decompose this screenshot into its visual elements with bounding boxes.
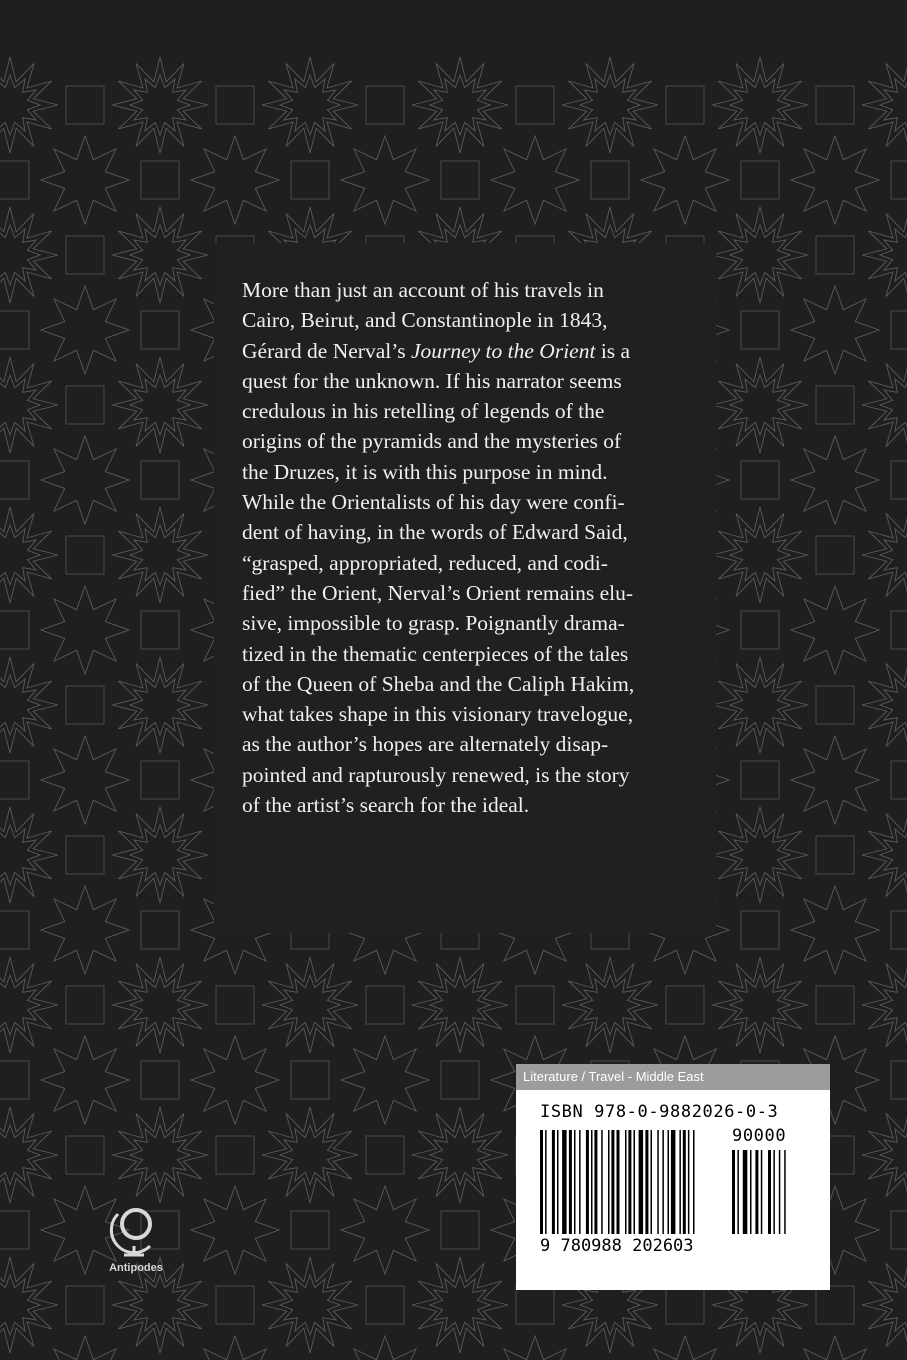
- pattern-star: [712, 57, 808, 153]
- pattern-star: [0, 375, 40, 435]
- pattern-star: [862, 657, 907, 753]
- pattern-star: [0, 507, 58, 603]
- barcode-bar: [628, 1130, 631, 1234]
- blurb-line-end: is a: [595, 338, 631, 363]
- pattern-star: [0, 1125, 40, 1185]
- barcode-bar: [552, 1130, 555, 1234]
- pattern-square: [816, 836, 854, 874]
- pattern-square: [291, 1061, 329, 1099]
- pattern-square: [66, 386, 104, 424]
- pattern-star: [130, 675, 190, 735]
- pattern-star: [791, 736, 879, 824]
- pattern-square: [0, 611, 29, 649]
- pattern-star: [862, 357, 907, 453]
- pattern-square: [666, 986, 704, 1024]
- barcode-bar: [625, 1130, 627, 1234]
- barcode-bar: [688, 1130, 690, 1234]
- pattern-star: [112, 357, 208, 453]
- pattern-square: [441, 1061, 479, 1099]
- book-title-italic: Journey to the Orient: [410, 338, 596, 363]
- barcode-bar: [540, 1130, 543, 1234]
- pattern-star: [41, 736, 129, 824]
- pattern-square: [141, 311, 179, 349]
- pattern-square: [0, 461, 29, 499]
- barcode-bar: [557, 1130, 559, 1234]
- pattern-square: [741, 911, 779, 949]
- pattern-square: [216, 1286, 254, 1324]
- pattern-square: [66, 1286, 104, 1324]
- pattern-star: [41, 886, 129, 974]
- pattern-square: [516, 1286, 554, 1324]
- addon-bar: [737, 1150, 739, 1234]
- pattern-star: [341, 1036, 429, 1124]
- pattern-star: [562, 957, 658, 1053]
- barcode-bar: [693, 1130, 695, 1234]
- barcode-bar: [586, 1130, 589, 1234]
- barcode-bar: [651, 1130, 653, 1234]
- pattern-square: [141, 761, 179, 799]
- pattern-star: [0, 1257, 58, 1353]
- blurb-line: “grasped, appropriated, reduced, and codi-: [242, 550, 608, 575]
- blurb-line: what takes shape in this visionary travelogue,: [242, 702, 634, 727]
- pattern-star: [712, 507, 808, 603]
- pattern-square: [0, 761, 29, 799]
- pattern-square: [441, 1211, 479, 1249]
- pattern-star: [191, 1036, 279, 1124]
- pattern-star: [280, 1275, 340, 1335]
- pattern-star: [562, 57, 658, 153]
- pattern-square: [0, 161, 29, 199]
- barcode-bar: [601, 1130, 603, 1234]
- pattern-star: [0, 975, 40, 1035]
- pattern-square: [366, 1286, 404, 1324]
- pattern-star: [430, 1125, 490, 1185]
- pattern-star: [880, 975, 907, 1035]
- pattern-square: [591, 161, 629, 199]
- blurb-line: [242, 336, 716, 366]
- blurb-line: of the artist’s search for the ideal.: [242, 793, 530, 818]
- blurb-line: as the author’s hopes are alternately disap-: [242, 732, 609, 757]
- barcode-digits: 9 780988 202603: [540, 1236, 694, 1256]
- barcode-bar: [574, 1130, 576, 1234]
- barcode-bar: [594, 1130, 597, 1234]
- pattern-star: [880, 525, 907, 585]
- pattern-star: [112, 807, 208, 903]
- pattern-square: [366, 1136, 404, 1174]
- blurb-line: the Druzes, it is with this purpose in mind.: [242, 459, 608, 484]
- barcode-bar: [683, 1130, 686, 1234]
- pattern-star: [862, 1107, 907, 1203]
- barcode-bar: [671, 1130, 676, 1234]
- pattern-star: [130, 825, 190, 885]
- blurb-line: More than just an account of his travels in: [242, 278, 604, 302]
- pattern-star: [0, 57, 58, 153]
- blurb-line: of the Queen of Sheba and the Caliph Hakim,: [242, 671, 635, 696]
- pattern-star: [41, 586, 129, 674]
- pattern-square: [666, 86, 704, 124]
- barcode-bar: [611, 1130, 614, 1234]
- addon-bar: [732, 1150, 735, 1234]
- pattern-square: [816, 1286, 854, 1324]
- pattern-star: [41, 136, 129, 224]
- pattern-star: [430, 1275, 490, 1335]
- category-label: Literature / Travel - Middle East: [516, 1064, 830, 1090]
- pattern-star: [130, 1125, 190, 1185]
- pattern-star: [730, 75, 790, 135]
- pattern-star: [341, 1186, 429, 1274]
- barcode-bar: [569, 1130, 572, 1234]
- pattern-square: [741, 161, 779, 199]
- pattern-square: [141, 611, 179, 649]
- pattern-star: [730, 975, 790, 1035]
- pattern-square: [0, 311, 29, 349]
- pattern-square: [816, 686, 854, 724]
- pattern-star: [880, 75, 907, 135]
- addon-bar: [743, 1150, 748, 1234]
- pattern-star: [112, 57, 208, 153]
- barcode-bar: [634, 1130, 636, 1234]
- pattern-square: [816, 236, 854, 274]
- pattern-star: [0, 675, 40, 735]
- pattern-star: [130, 375, 190, 435]
- blurb-line: fied” the Orient, Nerval’s Orient remains elu-: [242, 580, 634, 605]
- blurb-panel: [214, 243, 716, 933]
- barcode-bars: [516, 1064, 830, 1290]
- pattern-star: [112, 1107, 208, 1203]
- pattern-square: [891, 161, 907, 199]
- pattern-star: [430, 975, 490, 1035]
- addon-bar: [755, 1150, 758, 1234]
- barcode-bar: [579, 1130, 581, 1234]
- pattern-star: [280, 975, 340, 1035]
- pattern-square: [741, 611, 779, 649]
- pattern-square: [66, 536, 104, 574]
- pattern-star: [712, 207, 808, 303]
- blurb-line: tized in the thematic centerpieces of the tales: [242, 641, 629, 666]
- pattern-square: [816, 986, 854, 1024]
- pattern-square: [66, 986, 104, 1024]
- pattern-square: [441, 161, 479, 199]
- publisher-name: Antipodes: [109, 1262, 163, 1274]
- pattern-star: [430, 75, 490, 135]
- pattern-star: [730, 225, 790, 285]
- barcode-bar: [608, 1130, 610, 1234]
- barcode-block: [516, 1064, 830, 1290]
- barcode-bar: [545, 1130, 547, 1234]
- pattern-star: [41, 436, 129, 524]
- barcode-bar: [645, 1130, 648, 1234]
- pattern-star: [191, 1186, 279, 1274]
- blurb-line: credulous in his retelling of legends of the: [242, 399, 605, 424]
- pattern-square: [216, 1136, 254, 1174]
- pattern-star: [580, 975, 640, 1035]
- barcode-bar: [562, 1130, 567, 1234]
- pattern-star: [41, 1036, 129, 1124]
- pattern-star: [112, 657, 208, 753]
- barcode-bar: [657, 1130, 659, 1234]
- pattern-star: [0, 357, 58, 453]
- addon-bar: [784, 1150, 786, 1234]
- pattern-square: [291, 161, 329, 199]
- pattern-star: [0, 75, 40, 135]
- pattern-square: [366, 86, 404, 124]
- blurb-line: While the Orientalists of his day were confi-: [242, 490, 625, 515]
- pattern-star: [712, 357, 808, 453]
- price-code: 90000: [732, 1126, 787, 1146]
- pattern-square: [816, 386, 854, 424]
- blurb-line: Cairo, Beirut, and Constantinople in 1843,: [242, 308, 608, 333]
- pattern-star: [130, 225, 190, 285]
- pattern-star: [262, 57, 358, 153]
- pattern-square: [516, 86, 554, 124]
- barcode-bar: [668, 1130, 670, 1234]
- barcode-bar: [679, 1130, 681, 1234]
- blurb-line-start: Gérard de Nerval’s: [242, 338, 411, 363]
- pattern-square: [216, 986, 254, 1024]
- pattern-star: [262, 1257, 358, 1353]
- pattern-square: [891, 1211, 907, 1249]
- pattern-square: [741, 311, 779, 349]
- pattern-star: [0, 225, 40, 285]
- pattern-star: [41, 1336, 129, 1360]
- pattern-star: [862, 57, 907, 153]
- pattern-star: [791, 886, 879, 974]
- addon-bar: [768, 1150, 771, 1234]
- pattern-star: [791, 436, 879, 524]
- addon-bar: [779, 1150, 781, 1234]
- pattern-star: [491, 1336, 579, 1360]
- pattern-star: [0, 957, 58, 1053]
- pattern-square: [366, 986, 404, 1024]
- pattern-star: [880, 675, 907, 735]
- pattern-star: [491, 136, 579, 224]
- pattern-star: [280, 75, 340, 135]
- pattern-star: [791, 136, 879, 224]
- pattern-square: [66, 686, 104, 724]
- pattern-square: [516, 986, 554, 1024]
- pattern-star: [112, 207, 208, 303]
- pattern-square: [66, 836, 104, 874]
- pattern-square: [741, 461, 779, 499]
- pattern-star: [112, 507, 208, 603]
- pattern-star: [341, 1336, 429, 1360]
- pattern-square: [0, 1061, 29, 1099]
- pattern-star: [0, 1275, 40, 1335]
- pattern-star: [412, 57, 508, 153]
- pattern-square: [141, 911, 179, 949]
- blurb-line: quest for the unknown. If his narrator seems: [242, 368, 622, 393]
- pattern-star: [880, 825, 907, 885]
- pattern-star: [880, 375, 907, 435]
- pattern-square: [891, 461, 907, 499]
- pattern-star: [862, 207, 907, 303]
- pattern-square: [0, 1211, 29, 1249]
- pattern-square: [291, 1211, 329, 1249]
- pattern-star: [0, 207, 58, 303]
- pattern-star: [130, 525, 190, 585]
- pattern-star: [130, 975, 190, 1035]
- pattern-square: [816, 86, 854, 124]
- barcode-bar: [617, 1130, 620, 1234]
- pattern-star: [412, 1257, 508, 1353]
- pattern-square: [0, 911, 29, 949]
- pattern-star: [712, 657, 808, 753]
- pattern-square: [891, 611, 907, 649]
- pattern-square: [141, 161, 179, 199]
- pattern-star: [730, 825, 790, 885]
- pattern-square: [891, 311, 907, 349]
- blurb-line: dent of having, in the words of Edward Said,: [242, 520, 628, 545]
- pattern-star: [862, 807, 907, 903]
- pattern-star: [712, 807, 808, 903]
- pattern-star: [712, 957, 808, 1053]
- pattern-star: [730, 525, 790, 585]
- pattern-square: [66, 236, 104, 274]
- pattern-star: [730, 675, 790, 735]
- pattern-star: [262, 1107, 358, 1203]
- pattern-star: [880, 1275, 907, 1335]
- pattern-star: [791, 286, 879, 374]
- pattern-star: [0, 657, 58, 753]
- pattern-star: [130, 1275, 190, 1335]
- pattern-star: [262, 957, 358, 1053]
- pattern-square: [141, 1061, 179, 1099]
- pattern-square: [66, 1136, 104, 1174]
- pattern-star: [791, 1336, 879, 1360]
- pattern-star: [0, 1107, 58, 1203]
- pattern-star: [0, 825, 40, 885]
- pattern-star: [641, 136, 729, 224]
- addon-bar: [761, 1150, 763, 1234]
- pattern-star: [191, 136, 279, 224]
- pattern-star: [412, 1107, 508, 1203]
- pattern-star: [412, 957, 508, 1053]
- pattern-star: [0, 807, 58, 903]
- addon-bar: [773, 1150, 775, 1234]
- pattern-square: [66, 86, 104, 124]
- blurb-line: pointed and rapturously renewed, is the story: [242, 762, 630, 787]
- pattern-star: [730, 375, 790, 435]
- isbn-number: ISBN 978-0-9882026-0-3: [540, 1102, 779, 1122]
- pattern-star: [580, 75, 640, 135]
- pattern-star: [862, 957, 907, 1053]
- pattern-star: [280, 1125, 340, 1185]
- blurb-line: sive, impossible to grasp. Poignantly drama-: [242, 611, 625, 636]
- pattern-star: [341, 136, 429, 224]
- pattern-square: [141, 461, 179, 499]
- barcode-bar: [662, 1130, 664, 1234]
- pattern-star: [880, 225, 907, 285]
- pattern-star: [862, 1257, 907, 1353]
- pattern-star: [791, 586, 879, 674]
- pattern-star: [130, 75, 190, 135]
- pattern-star: [41, 286, 129, 374]
- pattern-square: [891, 1061, 907, 1099]
- barcode-bar: [591, 1130, 593, 1234]
- barcode-bar: [639, 1130, 644, 1234]
- pattern-square: [216, 86, 254, 124]
- pattern-square: [891, 761, 907, 799]
- pattern-star: [880, 1125, 907, 1185]
- pattern-star: [0, 525, 40, 585]
- pattern-star: [862, 507, 907, 603]
- pattern-square: [741, 761, 779, 799]
- pattern-star: [641, 1336, 729, 1360]
- pattern-square: [891, 911, 907, 949]
- blurb-line: origins of the pyramids and the mysteries of: [242, 429, 622, 454]
- pattern-star: [112, 957, 208, 1053]
- addon-bar: [750, 1150, 752, 1234]
- pattern-star: [191, 1336, 279, 1360]
- pattern-square: [666, 1286, 704, 1324]
- pattern-square: [816, 536, 854, 574]
